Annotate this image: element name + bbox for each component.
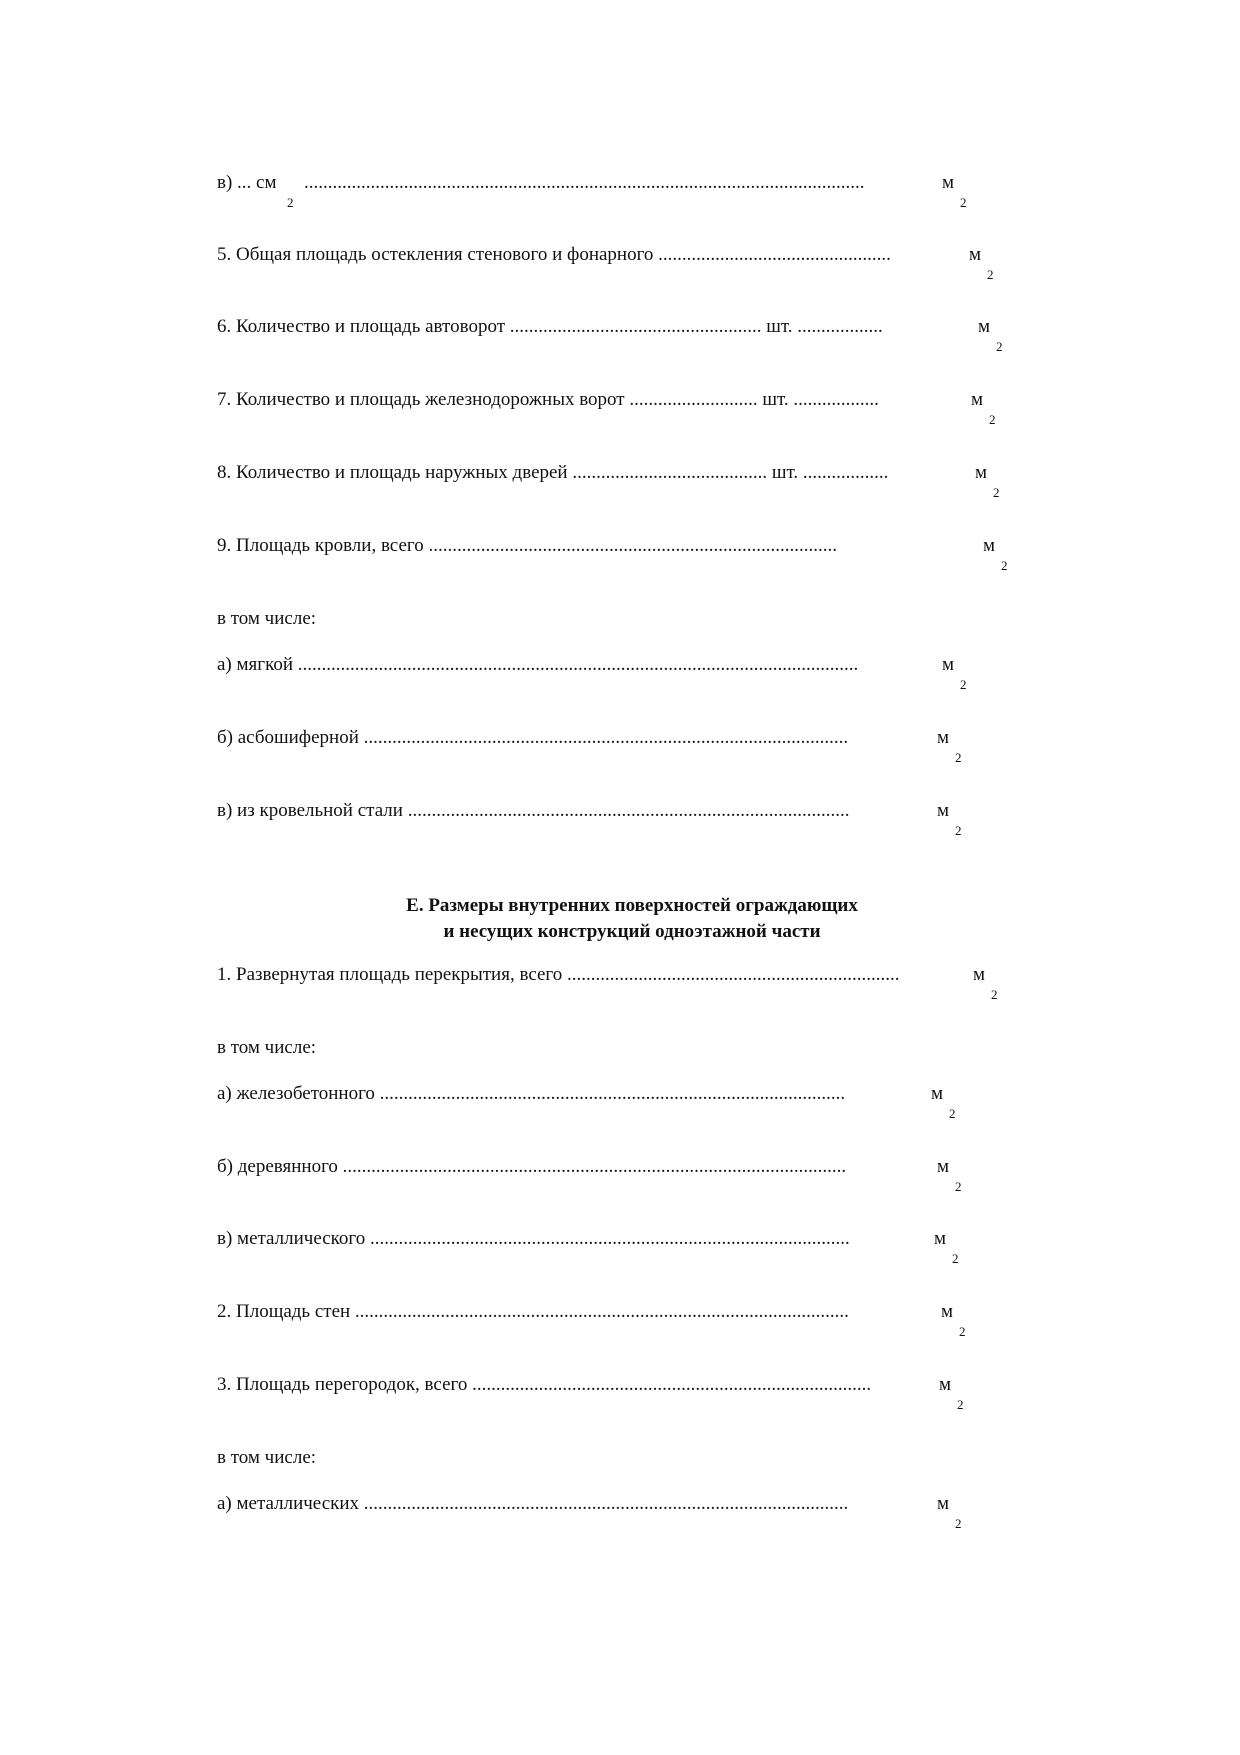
line-item-5: 5. Общая площадь остекления стенового и фонарного .................................................	[217, 244, 891, 265]
unit-exponent: 2	[955, 1179, 962, 1194]
including-label: в том числе:	[217, 1447, 317, 1468]
unit-label: м	[983, 535, 996, 556]
unit-label: м	[939, 1374, 952, 1395]
unit-exponent: 2	[952, 1251, 959, 1266]
line-v-cm	[217, 172, 277, 194]
including-label: в том числе:	[217, 1037, 317, 1058]
unit-label: м	[975, 462, 988, 483]
unit-exponent: 2	[955, 750, 962, 765]
section-heading-line-1: Е. Размеры внутренних поверхностей ограждающих	[406, 895, 858, 916]
unit-exponent: 2	[1001, 558, 1008, 573]
unit-label: м	[941, 1301, 954, 1322]
line-partitions-metal: а) металлических ......................................................................................................	[217, 1493, 849, 1514]
line-floor-metal: в) металлического .....................................................................................................	[217, 1228, 850, 1249]
unit-exponent: 2	[991, 987, 998, 1002]
line-e-item-3: 3. Площадь перегородок, всего ....................................................................................	[217, 1374, 872, 1395]
unit-exponent: 2	[989, 412, 996, 427]
unit-label: м	[931, 1083, 944, 1104]
unit-exponent: 2	[996, 339, 1003, 354]
section-heading-line-2: и несущих конструкций одноэтажной части	[443, 921, 821, 942]
line-e-item-1: 1. Развернутая площадь перекрытия, всего ......................................................................	[217, 964, 900, 985]
line-label: в) ... см	[217, 172, 277, 193]
unit-label: м	[937, 727, 950, 748]
superscript-2: 2	[287, 195, 294, 210]
line-e-item-2: 2. Площадь стен ........................................................................................................	[217, 1301, 849, 1322]
unit-label: м	[942, 172, 955, 193]
unit-label: м	[942, 654, 955, 675]
unit-exponent: 2	[960, 677, 967, 692]
unit-label: м	[937, 1493, 950, 1514]
unit-exponent: 2	[955, 823, 962, 838]
unit-exponent: 2	[955, 1516, 962, 1531]
line-item-6: 6. Количество и площадь автоворот ..................................................... шт. ..................	[217, 316, 883, 337]
dot-leader: ......................................................................................................................	[304, 172, 865, 193]
unit-exponent: 2	[993, 485, 1000, 500]
unit-exponent: 2	[960, 195, 967, 210]
including-label: в том числе:	[217, 608, 317, 629]
unit-label: м	[969, 244, 982, 265]
line-floor-concrete: а) железобетонного ..................................................................................................	[217, 1083, 846, 1104]
unit-label: м	[978, 316, 991, 337]
unit-exponent: 2	[959, 1324, 966, 1339]
unit-label: м	[973, 964, 986, 985]
line-roof-asbestos: б) асбошиферной ......................................................................................................	[217, 727, 849, 748]
unit-exponent: 2	[957, 1397, 964, 1412]
line-roof-steel: в) из кровельной стали .............................................................................................	[217, 800, 850, 821]
unit-label: м	[934, 1228, 947, 1249]
unit-exponent: 2	[949, 1106, 956, 1121]
line-item-9: 9. Площадь кровли, всего ......................................................................................	[217, 535, 837, 556]
line-item-7: 7. Количество и площадь железнодорожных ворот ........................... шт. ..................	[217, 389, 879, 410]
unit-exponent: 2	[987, 267, 994, 282]
line-roof-soft: а) мягкой ......................................................................................................................	[217, 654, 859, 675]
line-floor-wood: б) деревянного ..........................................................................................................	[217, 1156, 847, 1177]
unit-label: м	[971, 389, 984, 410]
unit-label: м	[937, 1156, 950, 1177]
unit-label: м	[937, 800, 950, 821]
line-item-8: 8. Количество и площадь наружных дверей ......................................... шт. ..................	[217, 462, 889, 483]
